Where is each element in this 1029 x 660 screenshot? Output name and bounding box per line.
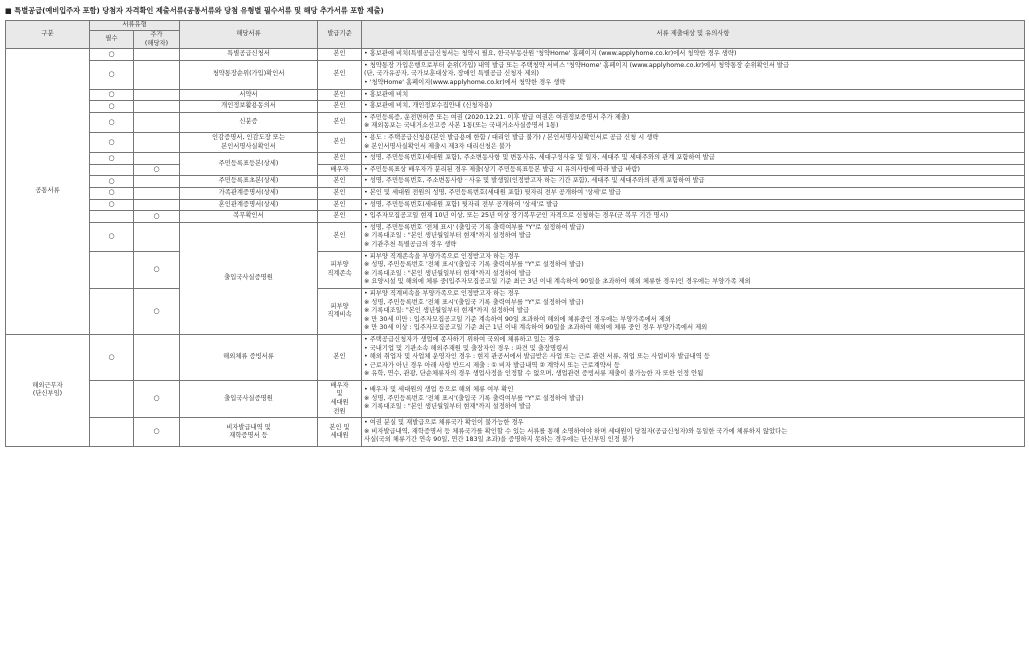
document-name-line: 복무확인서 — [233, 212, 264, 220]
header-additional — [134, 31, 180, 49]
table-row — [6, 60, 1025, 89]
header-document: 해당서류 — [180, 21, 318, 49]
issuer-line: 세대원 — [330, 432, 349, 440]
notes-line: • 본인 및 세대원 전원의 성명, 주민등록번호(세대원 포함) 뒷자리 전부 공개하여 '상세'로 발급 — [364, 188, 622, 196]
additional-mark — [134, 112, 180, 132]
issuer-line: 직계비속 — [327, 311, 352, 319]
notes-line: ※ 성명, 주민등록번호 '전체 표시'(출입국 기록 출력여부를 "Y"로 설정하여 발급) — [364, 261, 584, 269]
document-name-line: 혼인관계증명서(상세) — [218, 200, 279, 208]
notes-line: • 국내기업 및 기관소속 해외주재원 및 출장자인 경우 : 파견 및 출장명령서 — [364, 344, 569, 352]
additional-mark — [134, 176, 180, 188]
section-label-line: (단신부임) — [32, 390, 63, 398]
table-row — [6, 101, 1025, 113]
notes — [362, 418, 1025, 447]
table-row — [6, 187, 1025, 199]
issuer — [318, 211, 362, 223]
notes-line: ※ 본인서명사실확인서 제출시 제3자 대리신청은 불가 — [364, 142, 512, 150]
notes-line: • 피부양 직계비속을 부양가족으로 인정받고자 하는 경우 — [364, 289, 520, 297]
circle-mark-icon: ○ — [153, 211, 160, 220]
additional-mark — [134, 380, 180, 417]
document-title: ■ 특별공급(예비입주자 포함) 당첨자 자격확인 제출서류(공통서류와 당첨 유형별 필수서류 및 해당 추가서류 포함 제출) — [5, 6, 384, 15]
notes — [362, 199, 1025, 211]
issuer-line: 및 — [336, 390, 343, 398]
additional-mark — [134, 211, 180, 223]
issuer-line: 본인 — [333, 200, 346, 208]
circle-mark-icon: ○ — [108, 137, 115, 146]
table-row — [6, 334, 1025, 380]
notes — [362, 60, 1025, 89]
notes-line: • 여권 분실 및 재발급으로 체류국가 확인이 불가능한 경우 — [364, 419, 524, 427]
section-label — [6, 334, 90, 446]
issuer-line: 본인 및 — [329, 423, 350, 431]
additional-mark — [134, 251, 180, 288]
required-mark — [90, 380, 134, 417]
notes-line: ※ 만 30세 미만 : 입주자모집공고일 기준 계속하여 90일 초과하여 해외에 체류중인 경우에는 부양가족에서 제외 — [364, 315, 671, 323]
required-documents-table — [5, 20, 1025, 447]
issuer — [318, 334, 362, 380]
document-name — [180, 380, 318, 417]
notes-line: ※ 기록대조일 : "본인 생년월일부터 현재"까지 설정하여 발급 — [364, 403, 532, 411]
document-name — [180, 334, 318, 380]
table-row — [6, 418, 1025, 447]
notes-line: • 성명, 주민등록번호 '전체 표시' (출입국 기록 출력여부를 "Y"로 설정하여 발급) — [364, 223, 585, 231]
document-name-line: 출입국사실증명원 — [224, 394, 273, 402]
issuer — [318, 112, 362, 132]
required-mark — [90, 211, 134, 223]
required-mark — [90, 334, 134, 380]
notes-line: • '청약Home' 홈페이지(www.applyhome.co.kr)에서 청약한 경우 생략 — [364, 78, 566, 86]
additional-mark — [134, 101, 180, 113]
issuer-line: 본인 — [333, 138, 346, 146]
issuer-line: 본인 — [333, 188, 346, 196]
header-additional-label: 추가 — [150, 31, 163, 38]
additional-mark — [134, 418, 180, 447]
issuer — [318, 288, 362, 334]
header-additional-sub: (해당자) — [144, 39, 169, 47]
issuer-line: 피부양 — [330, 302, 349, 310]
additional-mark — [134, 187, 180, 199]
table-row — [6, 132, 1025, 152]
notes — [362, 112, 1025, 132]
issuer-line: 피부양 — [330, 261, 349, 269]
notes-line: • 주민등록표상 배우자가 분리된 경우 제출(상기 주민등록표등본 발급 시 유의사항에 따라 발급 바람) — [364, 165, 640, 173]
notes — [362, 251, 1025, 288]
issuer — [318, 222, 362, 251]
notes — [362, 187, 1025, 199]
table-row — [6, 89, 1025, 101]
document-name-line: 해외체류 증빙서류 — [223, 353, 274, 361]
issuer-line: 본인 — [333, 90, 346, 98]
issuer-line: 본인 — [333, 177, 346, 185]
issuer-line: 본인 — [333, 232, 346, 240]
additional-mark — [134, 199, 180, 211]
section-label: 공통서류 — [6, 49, 90, 335]
notes — [362, 334, 1025, 380]
notes — [362, 49, 1025, 61]
notes-line: ※ 기록대조일: "본인 생년월일부터 현재"까지 설정하여 발급 — [364, 307, 530, 315]
notes — [362, 176, 1025, 188]
document-name — [180, 112, 318, 132]
notes-line: • 홍보관에 비치, 개인정보수집안내 (신청자용) — [364, 102, 493, 110]
additional-mark — [134, 334, 180, 380]
notes-line: • 해외 취업자 및 사업체 운영자인 경우 : 현지 관공서에서 발급받은 사업 또는 근로 관련 서류, 취업 또는 사업비자 발급내역 등 — [364, 353, 710, 361]
circle-mark-icon: ○ — [108, 352, 115, 361]
document-name-line: 개인정보활용동의서 — [221, 102, 276, 110]
notes-line: • 피부양 직계존속을 부양가족으로 인정받고자 하는 경우 — [364, 252, 520, 260]
notes-line: • 주택공급신청자가 생업에 종사하기 위하여 국외에 체류하고 있는 경우 — [364, 335, 561, 343]
issuer-line: 본인 — [333, 212, 346, 220]
table-row — [6, 112, 1025, 132]
document-name-line: 신분증 — [239, 118, 258, 126]
table-row — [6, 222, 1025, 251]
notes-line: • 성명, 주민등록번호(세대원 포함), 주소변동사항 및 변동사유, 세대구성사유 및 일자, 세대주 및 세대주와의 관계 포함하여 발급 — [364, 154, 715, 162]
table-row — [6, 199, 1025, 211]
issuer-line: 배우자 — [330, 165, 349, 173]
circle-mark-icon: ○ — [153, 427, 160, 436]
circle-mark-icon: ○ — [153, 394, 160, 403]
issuer — [318, 101, 362, 113]
notes-line: • 청약통장 가입은행으로부터 순위(가입) 내역 발급 또는 주택청약 서비스 '청약Home' 홈페이지 (www.applyhome.co.kr)에서 청약통장 순위확인서 발급 — [364, 61, 790, 69]
additional-mark — [134, 89, 180, 101]
document-name — [180, 222, 318, 334]
document-name — [180, 187, 318, 199]
required-mark — [90, 199, 134, 211]
notes — [362, 132, 1025, 152]
notes-line: • 입주자모집공고일 현재 10년 이상, 또는 25년 이상 장기복무군인 자격으로 신청하는 경우(군 복무 기간 명시) — [364, 212, 669, 220]
issuer — [318, 49, 362, 61]
document-name — [180, 132, 318, 152]
document-name-line: 본인서명사실확인서 — [221, 142, 276, 150]
notes-line: ※ 비자발급내역, 재학증명서 등 체류국가를 확인할 수 있는 서류를 통해 소명하여야 하며 세대원이 당첨자(공급신청자)와 동일한 국가에 체류하지 않았다는 — [364, 427, 788, 435]
notes-line: ※ 성명, 주민등록번호 '전체 표시'(출입국 기록 출력여부를 "Y"로 설정하여 발급) — [364, 298, 584, 306]
notes — [362, 153, 1025, 165]
document-name — [180, 101, 318, 113]
notes — [362, 288, 1025, 334]
circle-mark-icon: ○ — [108, 49, 115, 58]
notes-line: • 배우자 및 세대원의 생업 등으로 해외 체류 여부 확인 — [364, 386, 514, 394]
circle-mark-icon: ○ — [108, 231, 115, 240]
header-doc-type: 서류유형 — [90, 21, 180, 31]
required-mark — [90, 153, 134, 165]
issuer-line: 배우자 — [330, 381, 349, 389]
document-name-line: 재학증명서 등 — [229, 432, 268, 440]
required-mark — [90, 187, 134, 199]
notes-line: • 용도 : 주택공급신청용(본인 발급용에 한함 / 대리인 발급 불가) / 본인서명사실확인서로 공급 신청 시 생략 — [364, 133, 659, 141]
table-row — [6, 251, 1025, 288]
circle-mark-icon: ○ — [108, 153, 115, 162]
issuer — [318, 251, 362, 288]
section-label-line: 해외근무자 — [32, 381, 63, 389]
required-mark — [90, 49, 134, 61]
table-row — [6, 49, 1025, 61]
notes-line: • 홍보관에 비치 — [364, 90, 409, 98]
issuer-line: 본인 — [333, 154, 346, 162]
required-mark — [90, 418, 134, 447]
table-row — [6, 153, 1025, 165]
document-name — [180, 199, 318, 211]
required-mark — [90, 89, 134, 101]
notes-line: • 성명, 주민등록번호(세대원 포함) 뒷자리 전부 공개하여 '상세'로 발급 — [364, 200, 559, 208]
header-notes: 서류 제출대상 및 유의사항 — [362, 21, 1025, 49]
table-row — [6, 164, 1025, 176]
issuer — [318, 418, 362, 447]
issuer — [318, 164, 362, 176]
required-mark — [90, 176, 134, 188]
table-row — [6, 176, 1025, 188]
required-mark — [90, 222, 134, 251]
table-row — [6, 380, 1025, 417]
issuer-line: 세대원 — [330, 399, 349, 407]
document-name — [180, 153, 318, 176]
document-name-line: 인감증명서, 인감도장 또는 — [212, 133, 285, 141]
issuer-line: 전원 — [333, 407, 346, 415]
document-name-line: 비자발급내역 및 — [226, 423, 271, 431]
notes-line: ※ 기관추천 특별공급의 경우 생략 — [364, 240, 457, 248]
issuer-line: 본인 — [333, 102, 346, 110]
notes-line: ※ 유학, 연수, 관광, 단순체류자의 경우 생업사정을 인정할 수 없으며, 생업관련 증빙서류 제출이 불가능한 자 또한 인정 안됨 — [364, 370, 704, 378]
notes-line: (단, 국가유공자, 국가보훈대상자, 장애인 특별공급 신청자 제외) — [364, 70, 539, 78]
required-mark — [90, 132, 134, 152]
document-name — [180, 60, 318, 89]
document-name — [180, 418, 318, 447]
table-row — [6, 288, 1025, 334]
notes — [362, 211, 1025, 223]
circle-mark-icon: ○ — [108, 69, 115, 78]
notes-line: • 홍보관에 비치(특별공급신청서는 청약시 필요, 한국부동산원 '청약Home' 홈페이지 (www.applyhome.co.kr)에서 청약한 경우 생략) — [364, 50, 737, 58]
issuer — [318, 176, 362, 188]
circle-mark-icon: ○ — [108, 188, 115, 197]
notes — [362, 164, 1025, 176]
notes-line: • 근로자가 아닌 경우 아래 사항 반드시 제출 : ① 비자 발급내역 ② 계약서 또는 근로계약서 등 — [364, 361, 620, 369]
issuer — [318, 187, 362, 199]
issuer-line: 직계존속 — [327, 269, 352, 277]
issuer-line: 본인 — [333, 50, 346, 58]
required-mark — [90, 112, 134, 132]
document-name-line: 청약통장순위(가입)확인서 — [212, 70, 285, 78]
notes-line: ※ 기록대조일 : "본인 생년월일부터 현재"까지 설정하여 발급 — [364, 269, 532, 277]
issuer — [318, 89, 362, 101]
circle-mark-icon: ○ — [108, 90, 115, 99]
table-row — [6, 211, 1025, 223]
required-mark — [90, 101, 134, 113]
issuer — [318, 132, 362, 152]
header-issuer: 발급기준 — [318, 21, 362, 49]
additional-mark — [134, 132, 180, 152]
required-mark — [90, 60, 134, 89]
notes — [362, 101, 1025, 113]
circle-mark-icon: ○ — [108, 200, 115, 209]
issuer-line: 본인 — [333, 353, 346, 361]
document-name-line: 서약서 — [239, 90, 258, 98]
document-name-line: 출입국사실증명원 — [224, 274, 273, 281]
document-name-line: 주민등록표초본(상세) — [218, 177, 279, 185]
circle-mark-icon: ○ — [108, 101, 115, 110]
required-mark — [90, 164, 134, 176]
additional-mark — [134, 153, 180, 165]
document-name — [180, 49, 318, 61]
notes — [362, 222, 1025, 251]
issuer — [318, 380, 362, 417]
header-category: 구분 — [6, 21, 90, 49]
document-name-line: 가족관계증명서(상세) — [218, 188, 279, 196]
notes-line: ※ 기록대조일 : "본인 생년월일부터 현재"까지 설정하여 발급 — [364, 232, 532, 240]
issuer-line: 본인 — [333, 118, 346, 126]
issuer-line: 본인 — [333, 70, 346, 78]
notes-line: • 성명, 주민등록번호, 주소변동사항 · 사유 및 발생일(인정받고자 하는 기간 포함), 세대주 및 세대주와의 관계 포함하여 발급 — [364, 177, 705, 185]
document-name — [180, 89, 318, 101]
circle-mark-icon: ○ — [153, 165, 160, 174]
document-name-line: 주민등록표등본(상세) — [218, 159, 279, 167]
notes-line: ※ 요양시설 및 해외에 체류 중(입주자모집공고일 기준 최근 3년 이내 계속하여 90일을 초과하여 해외 체류한 경우)인 경우에는 부양가족 제외 — [364, 278, 751, 286]
notes-line: • 주민등록증, 운전면허증 또는 여권 (2020.12.21. 이후 발급 여권은 여권정보증명서 추가 제출) — [364, 113, 630, 121]
notes-line: ※ 만 30세 이상 : 입주자모집공고일 기준 최근 1년 이내 계속하여 90일을 초과하여 해외에 체류 중인 경우 부양가족에서 제외 — [364, 324, 708, 332]
additional-mark — [134, 164, 180, 176]
circle-mark-icon: ○ — [153, 306, 160, 315]
notes-line: ※ 성명, 주민등록번호 '전체 표시'(출입국 기록 출력여부를 "Y"로 설정하여 발급) — [364, 394, 584, 402]
document-name-line: 특별공급신청서 — [227, 50, 270, 58]
notes-line: ※ 재외동포는 국내거소신고증 사본 1통(또는 국내거소사실증명서 1통) — [364, 122, 559, 130]
table-body — [6, 49, 1025, 447]
issuer — [318, 199, 362, 211]
document-name — [180, 211, 318, 223]
required-mark — [90, 251, 134, 288]
header-required: 필수 — [90, 31, 134, 49]
notes — [362, 380, 1025, 417]
issuer — [318, 153, 362, 165]
notes-line: 사실(국외 체류기간 연속 90일, 연간 183일 초과)을 증명하지 못하는 경우에는 단신부임 인정 불가 — [364, 436, 634, 444]
circle-mark-icon: ○ — [108, 176, 115, 185]
additional-mark — [134, 222, 180, 251]
additional-mark — [134, 49, 180, 61]
additional-mark — [134, 60, 180, 89]
notes — [362, 89, 1025, 101]
document-name — [180, 176, 318, 188]
additional-mark — [134, 288, 180, 334]
required-mark — [90, 288, 134, 334]
issuer — [318, 60, 362, 89]
circle-mark-icon: ○ — [153, 264, 160, 273]
circle-mark-icon: ○ — [108, 117, 115, 126]
